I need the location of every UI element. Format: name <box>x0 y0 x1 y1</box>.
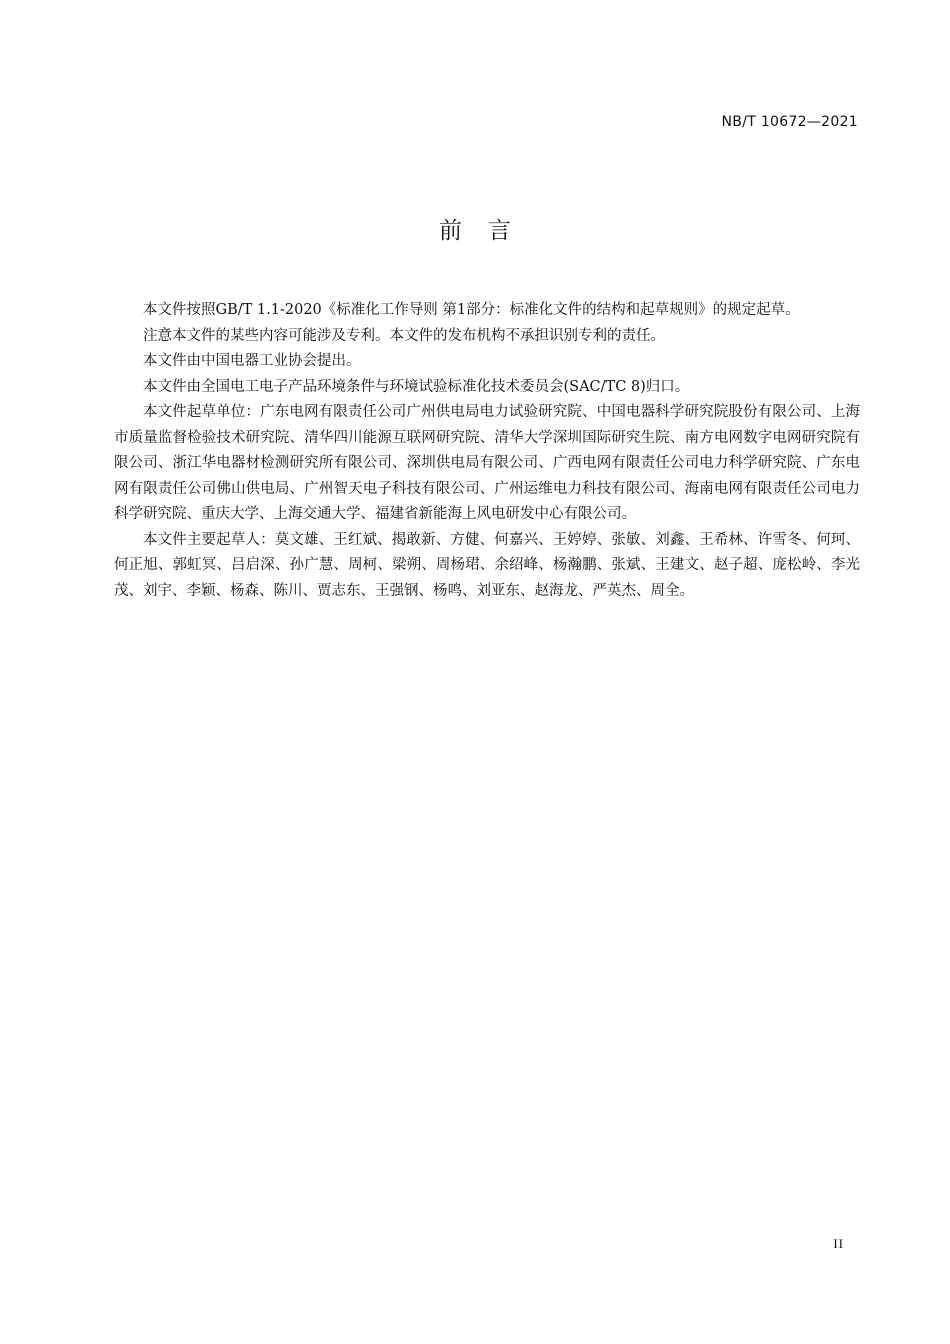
paragraph-drafting-units: 本文件起草单位：广东电网有限责任公司广州供电局电力试验研究院、中国电器科学研究院股份有限公司、上海市质量监督检验技术研究院、清华四川能源互联网研究院、清华大学深圳国际研究生院、南方电网数字电网研究院有限公司、浙江华电器材检测研究所有限公司、深圳供电局有限公司、广西电网有限责任公司电力科学研究院、广东电网有限责任公司佛山供电局、广州智天电子科技有限公司、广州运维电力科技有限公司、海南电网有限责任公司电力科学研究院、重庆大学、上海交通大学、福建省新能海上风电研发中心有限公司。 <box>114 404 860 522</box>
paragraph-main-drafters: 本文件主要起草人：莫文雄、王红斌、揭敢新、方健、何嘉兴、王婷婷、张敏、刘鑫、王希林、许雪冬、何珂、何正旭、郭虹冥、吕启深、孙广慧、周柯、梁朔、周杨珺、余绍峰、杨瀚鹏、张斌、王建文、赵子超、庞松岭、李光茂、刘宇、李颖、杨森、陈川、贾志东、王强钢、杨鸣、刘亚东、赵海龙、严英杰、周全。 <box>114 531 860 599</box>
paragraph-drafting-rules: 本文件按照GB/T 1.1-2020《标准化工作导则 第1部分：标准化文件的结构和起草规则》的规定起草。 <box>143 302 800 318</box>
standard-number: NB/T 10672—2021 <box>721 114 858 130</box>
paragraph-technical-committee: 本文件由全国电工电子产品环境条件与环境试验标准化技术委员会(SAC/TC 8)归口。 <box>143 378 690 395</box>
page-number: II <box>833 1236 844 1251</box>
paragraph-proposer: 本文件由中国电器工业协会提出。 <box>143 353 361 369</box>
paragraph-patent-notice: 注意本文件的某些内容可能涉及专利。本文件的发布机构不承担识别专利的责任。 <box>143 327 665 344</box>
page-title: 前言 <box>439 218 537 244</box>
foreword-body <box>114 298 860 604</box>
